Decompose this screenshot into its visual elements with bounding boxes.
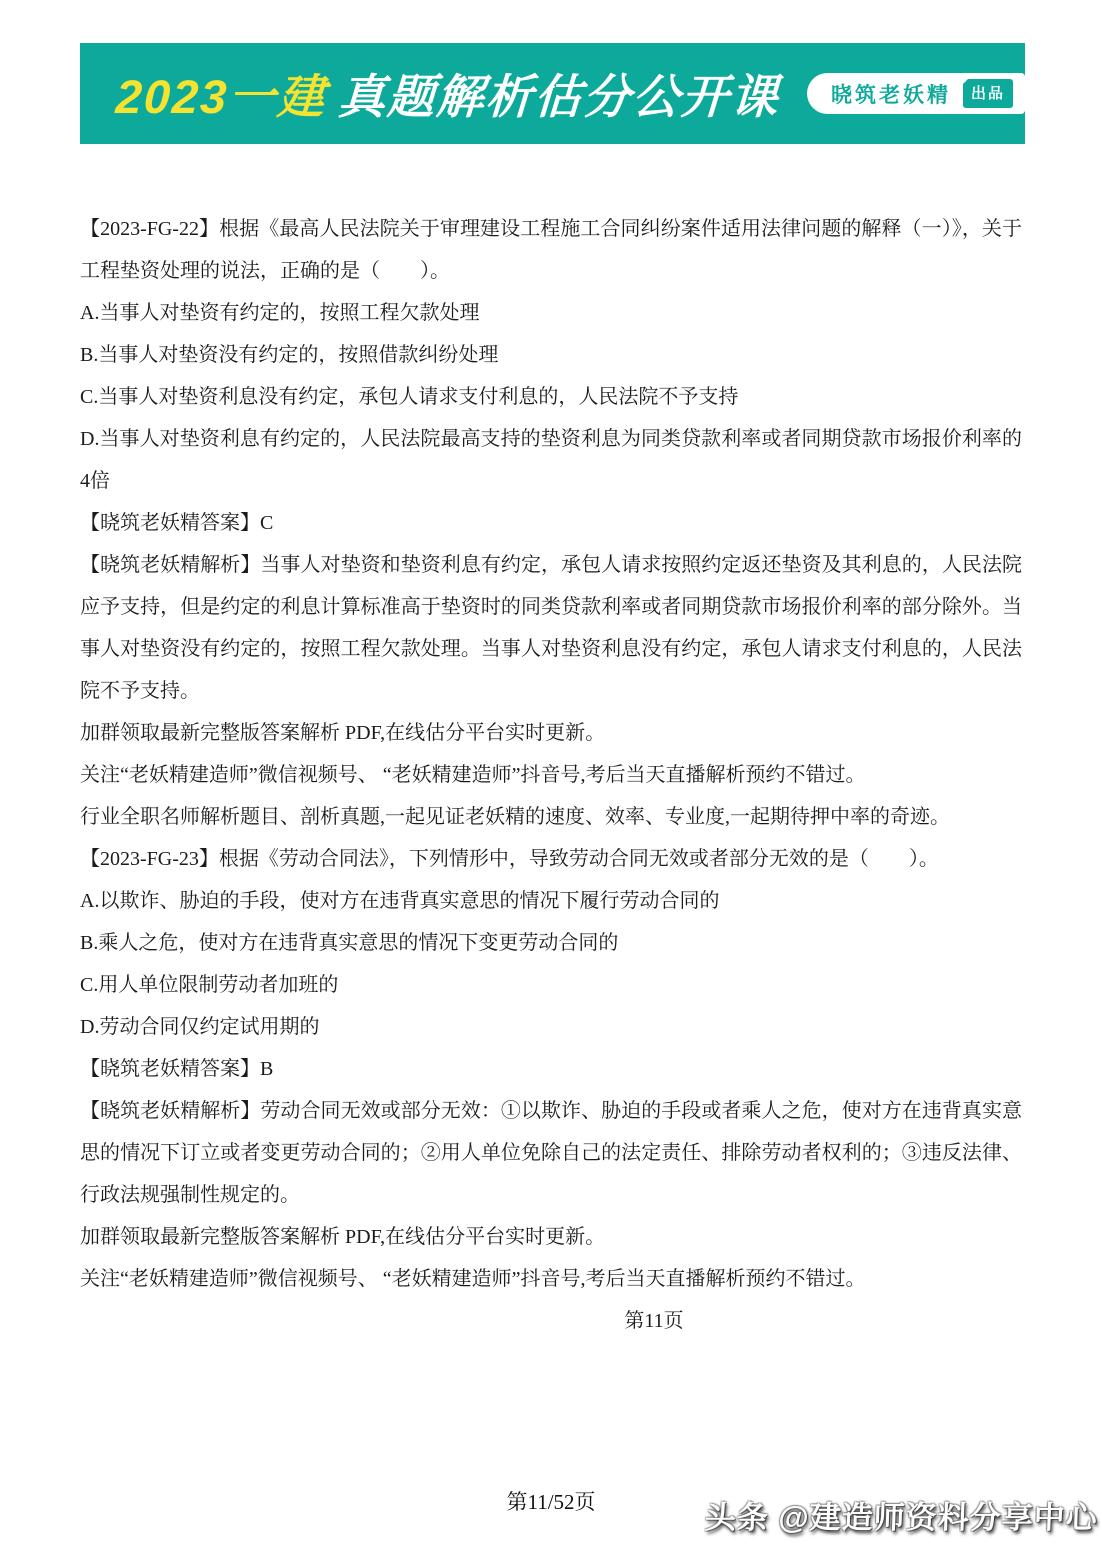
inner-page-number: 第11页	[624, 1310, 684, 1332]
question-22-analysis: 【晓筑老妖精解析】当事人对垫资和垫资利息有约定，承包人请求按照约定返还垫资及其利息的，人民法院应予支持，但是约定的利息计算标准高于垫资时的同类贷款利率或者同期贷款市场报价利率的部分除外。当事人对垫资没有约定的，按照工程欠款处理。当事人对垫资利息没有约定，承包人请求支付利息的，人民法院不予支持。	[80, 554, 1022, 702]
question-22-option-d: D.当事人对垫资利息有约定的，人民法院最高支持的垫资利息为同类贷款利率或者同期贷款市场报价利率的 4倍	[80, 428, 1022, 492]
question-23-option-d: D.劳动合同仅约定试用期的	[80, 1016, 320, 1038]
flag-icon	[962, 76, 971, 85]
question-22-option-c: C.当事人对垫资利息没有约定，承包人请求支付利息的，人民法院不予支持	[80, 386, 739, 408]
header-banner	[80, 43, 1025, 144]
question-23-option-c: C.用人单位限制劳动者加班的	[80, 974, 339, 996]
question-23-answer: 【晓筑老妖精答案】B	[80, 1058, 274, 1080]
promo-line-group: 加群领取最新完整版答案解析 PDF,在线估分平台实时更新。	[80, 722, 606, 744]
promo-line-follow-2: 关注“老妖精建造师”微信视频号、 “老妖精建造师”抖音号,考后当天直播解析预约不错过。	[80, 1268, 866, 1290]
question-22-option-a: A.当事人对垫资有约定的，按照工程欠款处理	[80, 302, 480, 324]
question-23-option-a: A.以欺诈、胁迫的手段，使对方在违背真实意思的情况下履行劳动合同的	[80, 890, 720, 912]
banner-title	[114, 60, 781, 127]
page-indicator: 第11/52页	[506, 1490, 596, 1514]
question-23-analysis: 【晓筑老妖精解析】劳动合同无效或部分无效：①以欺诈、胁迫的手段或者乘人之危，使对方在违背真实意思的情况下订立或者变更劳动合同的；②用人单位免除自己的法定责任、排除劳动者权利的；③违反法律、行政法规强制性规定的。	[80, 1100, 1022, 1206]
question-22-stem: 【2023-FG-22】根据《最高人民法院关于审理建设工程施工合同纠纷案件适用法律问题的解释（一）》，关于工程垫资处理的说法，正确的是（ ）。	[80, 218, 1022, 282]
banner-course-title: 真题解析估分公开课	[337, 70, 781, 123]
question-23-stem: 【2023-FG-23】根据《劳动合同法》，下列情形中，导致劳动合同无效或者部分无效的是（ ）。	[80, 848, 939, 870]
brand-tag-label: 出品	[970, 85, 1005, 102]
question-22-option-b: B.当事人对垫资没有约定的，按照借款纠纷处理	[80, 344, 499, 366]
toutiao-watermark: 头条 @建造师资料分享中心	[704, 1500, 1099, 1535]
brand-tag-badge	[963, 79, 1013, 108]
brand-logo	[807, 73, 1025, 114]
question-23-option-b: B.乘人之危，使对方在违背真实意思的情况下变更劳动合同的	[80, 932, 619, 954]
brand-name-label: 晓筑老妖精	[830, 83, 951, 107]
document-body	[80, 208, 1022, 1342]
question-22-answer: 【晓筑老妖精答案】C	[80, 512, 274, 534]
banner-year-title: 2023一建	[114, 70, 328, 123]
promo-line-follow: 关注“老妖精建造师”微信视频号、 “老妖精建造师”抖音号,考后当天直播解析预约不错过。	[80, 764, 866, 786]
promo-line-group-2: 加群领取最新完整版答案解析 PDF,在线估分平台实时更新。	[80, 1226, 606, 1248]
promo-line-teachers: 行业全职名师解析题目、剖析真题,一起见证老妖精的速度、效率、专业度,一起期待押中率的奇迹。	[80, 806, 950, 828]
